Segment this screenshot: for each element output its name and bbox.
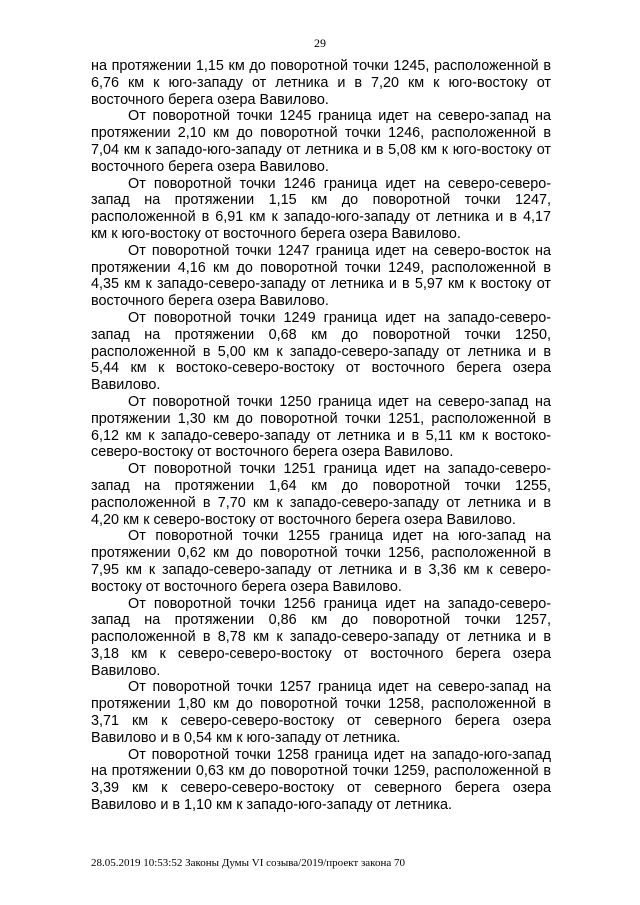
- paragraph-5: От поворотной точки 1249 граница идет на западо-северо-запад на протяжении 0,68 км до поворотной точки 1250, расположенной в 5,00 км к западо-северо-западу от летника и в 5,44 км к востоко-северо-востоку от восточного берега озера Вавилово.: [91, 309, 551, 394]
- paragraph-8: От поворотной точки 1255 граница идет на юго-запад на протяжении 0,62 км до поворотной точки 1256, расположенной в 7,95 км к западо-северо-западу от летника и в 3,36 км к северо-востоку от восточного берега озера Вавилово.: [91, 528, 551, 595]
- paragraph-1: на протяжении 1,15 км до поворотной точки 1245, расположенной в 6,76 км к юго-западу от летника и в 7,20 км к юго-востоку от восточного берега озера Вавилово.: [91, 58, 551, 108]
- paragraph-6: От поворотной точки 1250 граница идет на северо-запад на протяжении 1,30 км до поворотной точки 1251, расположенной в 6,12 км к западо-северо-западу от летника и в 5,11 км к востоко-северо-востоку от восточного берега озера Вавилово.: [91, 393, 551, 461]
- footer-file-path: 28.05.2019 10:53:52 Законы Думы VI созыва/2019/проект закона 70: [91, 857, 405, 869]
- document-body: [91, 58, 551, 814]
- paragraph-10: От поворотной точки 1257 граница идет на северо-запад на протяжении 1,80 км до поворотной точки 1258, расположенной в 3,71 км к северо-северо-востоку от северного берега озера Вавилово и в 0,54 км к юго-западу от летника.: [91, 679, 551, 746]
- paragraph-3: От поворотной точки 1246 граница идет на северо-северо-запад на протяжении 1,15 км до поворотной точки 1247, расположенной в 6,91 км к западо-юго-западу от летника и в 4,17 км к юго-востоку от восточного берега озера Вавилово.: [91, 175, 551, 242]
- paragraph-11: От поворотной точки 1258 граница идет на западо-юго-запад на протяжении 0,63 км до поворотной точки 1259, расположенной в 3,39 км к северо-северо-востоку от северного берега озера Вавилово и в 1,10 км к западо-юго-западу от летника.: [91, 746, 551, 814]
- paragraph-2: От поворотной точки 1245 граница идет на северо-запад на протяжении 2,10 км до поворотной точки 1246, расположенной в 7,04 км к западо-юго-западу от летника и в 5,08 км к юго-востоку от восточного берега озера Вавилово.: [91, 108, 551, 175]
- paragraph-7: От поворотной точки 1251 граница идет на западо-северо-запад на протяжении 1,64 км до поворотной точки 1255, расположенной в 7,70 км к западо-северо-западу от летника и в 4,20 км к северо-востоку от восточного берега озера Вавилово.: [91, 461, 551, 528]
- paragraph-9: От поворотной точки 1256 граница идет на западо-северо-запад на протяжении 0,86 км до поворотной точки 1257, расположенной в 8,78 км к западо-северо-западу от летника и в 3,18 км к северо-северо-востоку от восточного берега озера Вавилово.: [91, 595, 551, 679]
- page-number: 29: [314, 36, 326, 50]
- paragraph-4: От поворотной точки 1247 граница идет на северо-восток на протяжении 4,16 км до поворотной точки 1249, расположенной в 4,35 км к западо-северо-западу от летника и в 5,97 км к востоку от восточного берега озера Вавилово.: [91, 242, 551, 310]
